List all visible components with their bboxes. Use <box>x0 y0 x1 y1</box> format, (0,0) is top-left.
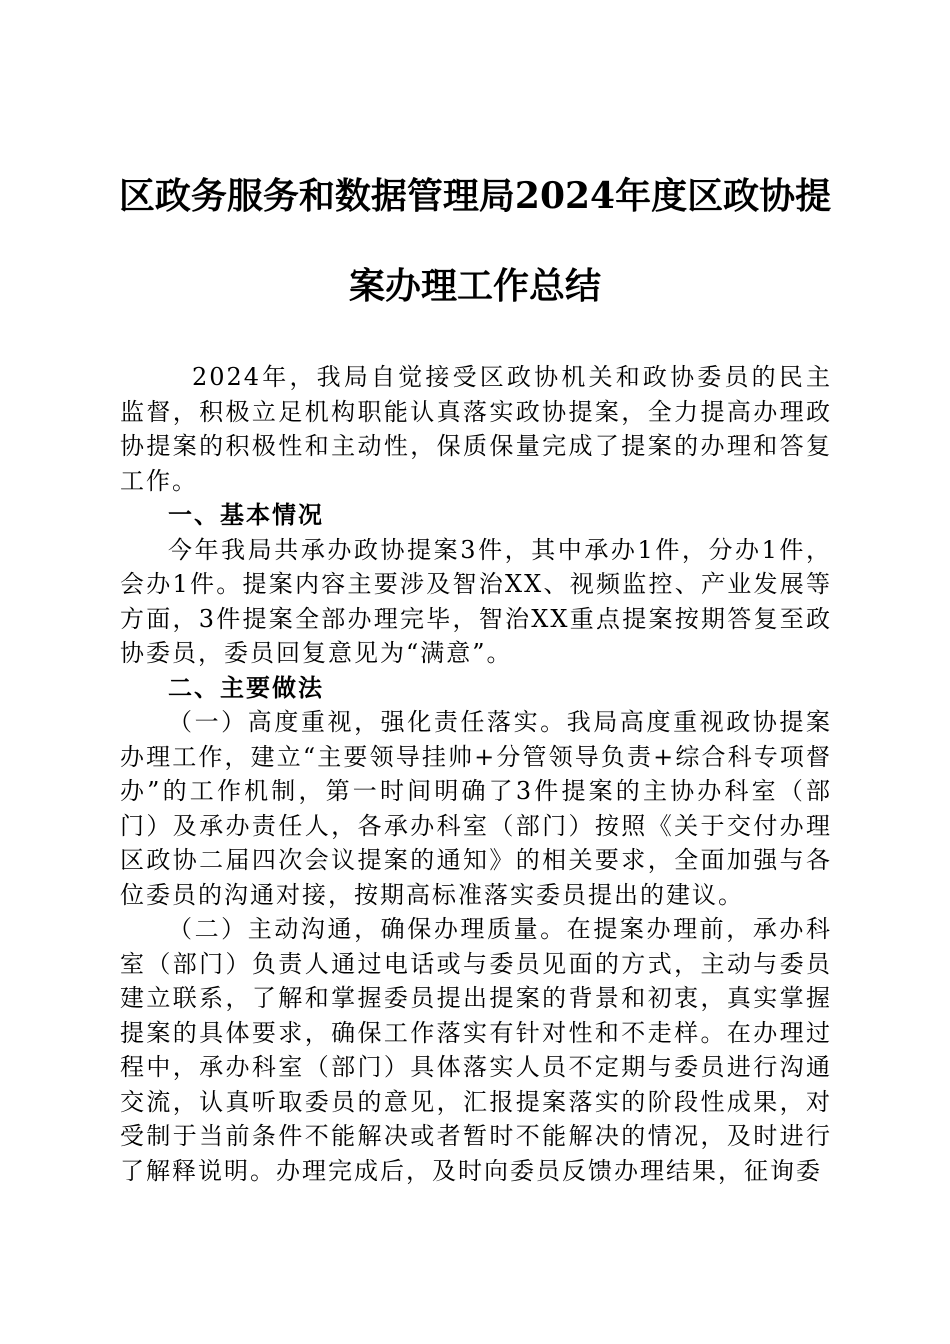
section-2-heading: 二、主要做法 <box>168 672 324 702</box>
section-1-heading: 一、基本情况 <box>168 500 324 529</box>
document-body <box>120 360 832 1188</box>
item-2-text: 在提案办理前，承办科室（部门）负责人通过电话或与委员见面的方式，主动与委员建立联系，了解和掌握委员提出提案的背景和初衷，真实掌握提案的具体要求，确保工作落实有针对性和不走样。在办理过程中，承办科室（部门）具体落实人员不定期与委员进行沟通交流，认真听取委员的意见，汇报提案落实的阶段性成果，对受制于当前条件不能解决或者暂时不能解决的情况，及时进行了解释说明。办理完成后，及时向委员反馈办理结果，征询委 <box>120 915 832 1185</box>
item-2-paragraph <box>120 912 832 1188</box>
item-1-text: 我局高度重视政协提案办理工作，建立“主要领导挂帅+分管领导负责+综合科专项督办”的工作机制，第一时间明确了3件提案的主协办科室（部门）及承办责任人，各承办科室（部门）按照《关于交付办理区政协二届四次会议提案的通知》的相关要求，全面加强与各位委员的沟通对接，按期高标准落实委员提出的建议。 <box>120 708 832 909</box>
item-1-lead: （一）高度重视，强化责任落实。 <box>168 708 567 736</box>
intro-paragraph: 2024年，我局自觉接受区政协机关和政协委员的民主监督，积极立足机构职能认真落实政协提案，全力提高办理政协提案的积极性和主动性，保质保量完成了提案的办理和答复工作。 <box>120 363 832 495</box>
document-title-line-1: 区政务服务和数据管理局2024年度区政协提 <box>118 175 832 217</box>
document-title-line-2: 案办理工作总结 <box>348 265 601 307</box>
section-1-paragraph: 今年我局共承办政协提案3件，其中承办1件，分办1件，会办1件。提案内容主要涉及智治XX、视频监控、产业发展等方面，3件提案全部办理完毕，智治XX重点提案按期答复至政协委员，委员回复意见为“满意”。 <box>120 535 832 667</box>
item-1-paragraph <box>120 705 832 912</box>
item-2-lead: （二）主动沟通，确保办理质量。 <box>168 915 567 943</box>
